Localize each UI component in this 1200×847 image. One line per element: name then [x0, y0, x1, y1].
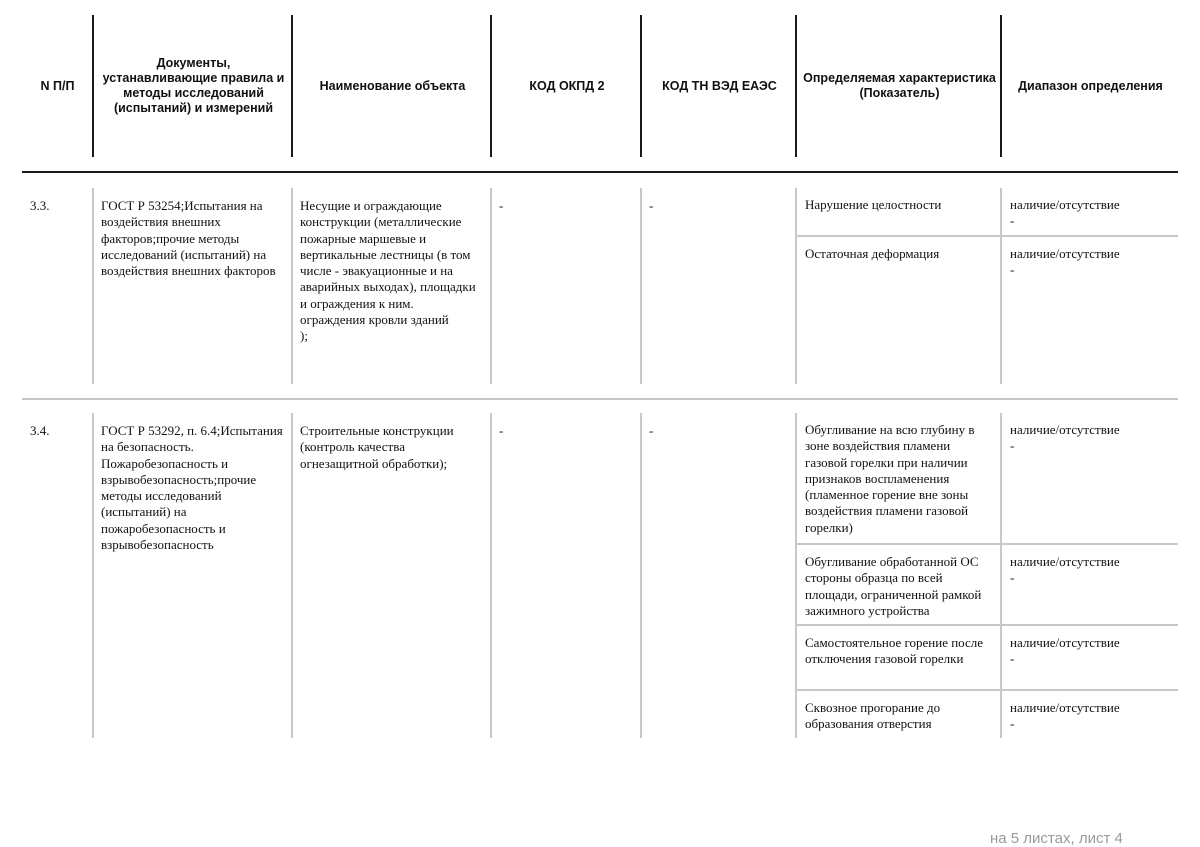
header-divider	[1000, 15, 1002, 157]
header-object: Наименование объекта	[319, 78, 466, 93]
range-value: наличие/отсутствие	[1010, 246, 1120, 261]
row-documents: ГОСТ Р 53292, п. 6.4;Испытания на безопасность. Пожаробезопасность и взрывобезопасность;прочие методы исследований (испытаний) на пожаробезопасность и взрывобезопасность	[101, 423, 283, 553]
row-number: 3.4.	[30, 423, 50, 438]
header-documents: Документы, устанавливающие правила и методы исследований (испытаний) и измерений	[102, 56, 285, 115]
characteristic-range	[1002, 545, 1178, 624]
characteristic-range	[1002, 626, 1178, 689]
column-divider	[291, 413, 293, 738]
column-divider	[640, 188, 642, 384]
table-header	[22, 15, 1178, 157]
header-number: N П/П	[40, 78, 75, 93]
range-extra: -	[1010, 716, 1015, 732]
table-row	[22, 413, 1178, 738]
characteristic-name: Сквозное прогорание до образования отверстия	[805, 700, 941, 732]
row-object: Несущие и ограждающие конструкции (металлические пожарные маршевые и вертикальные лестницы (в том числе - эвакуационные и на аварийных выходах), площадки и ограждения к ним. ограждения кровли зданий );	[300, 198, 476, 344]
range-extra: -	[1010, 438, 1015, 454]
characteristic-range	[1002, 237, 1178, 279]
row-tnved: -	[649, 198, 654, 213]
characteristic-name: Нарушение целостности	[805, 197, 942, 212]
header-divider	[795, 15, 797, 157]
range-value: наличие/отсутствие	[1010, 197, 1120, 212]
header-divider	[490, 15, 492, 157]
row-tnved: -	[649, 423, 654, 438]
header-divider	[640, 15, 642, 157]
header-divider	[92, 15, 94, 157]
row-documents: ГОСТ Р 53254;Испытания на воздействия внешних факторов;прочие методы исследований (испытаний) на воздействия внешних факторов	[101, 198, 276, 279]
header-okpd2: КОД ОКПД 2	[529, 78, 605, 93]
column-divider	[490, 413, 492, 738]
characteristic-name: Обугливание на всю глубину в зоне воздействия пламени газовой горелки при наличии признаков воспламенения (пламенное горение вне зоны воздействия пламени газовой горелки)	[805, 422, 975, 535]
header-characteristic: Определяемая характеристика (Показатель)	[803, 71, 996, 100]
range-value: наличие/отсутствие	[1010, 554, 1120, 569]
column-divider	[291, 188, 293, 384]
characteristic-name: Самостоятельное горение после отключения газовой горелки	[805, 635, 984, 667]
header-range: Диапазон определения	[1018, 78, 1163, 93]
header-bottom-rule	[22, 171, 1178, 173]
column-divider	[92, 188, 94, 384]
range-value: наличие/отсутствие	[1010, 700, 1120, 715]
characteristic-range	[1002, 188, 1178, 235]
range-extra: -	[1010, 213, 1015, 229]
range-value: наличие/отсутствие	[1010, 635, 1120, 650]
column-divider	[490, 188, 492, 384]
characteristic-name: Обугливание обработанной ОС стороны образца по всей площади, ограниченной рамкой зажимного устройства	[805, 554, 982, 618]
row-okpd2: -	[499, 423, 504, 438]
characteristic-range	[1002, 691, 1178, 733]
range-extra: -	[1010, 570, 1015, 586]
characteristic-name: Остаточная деформация	[805, 246, 940, 261]
row-object: Строительные конструкции (контроль качества огнезащитной обработки);	[300, 423, 454, 471]
characteristic-range	[1002, 413, 1178, 543]
row-number: 3.3.	[30, 198, 50, 213]
header-divider	[291, 15, 293, 157]
column-divider	[92, 413, 94, 738]
range-extra: -	[1010, 651, 1015, 667]
column-divider	[640, 413, 642, 738]
header-tnved: КОД ТН ВЭД ЕАЭС	[662, 78, 777, 93]
range-extra: -	[1010, 262, 1015, 278]
row-separator	[22, 398, 1178, 400]
table-row	[22, 188, 1178, 384]
range-value: наличие/отсутствие	[1010, 422, 1120, 437]
row-okpd2: -	[499, 198, 504, 213]
page-counter: на 5 листах, лист 4	[990, 830, 1123, 847]
